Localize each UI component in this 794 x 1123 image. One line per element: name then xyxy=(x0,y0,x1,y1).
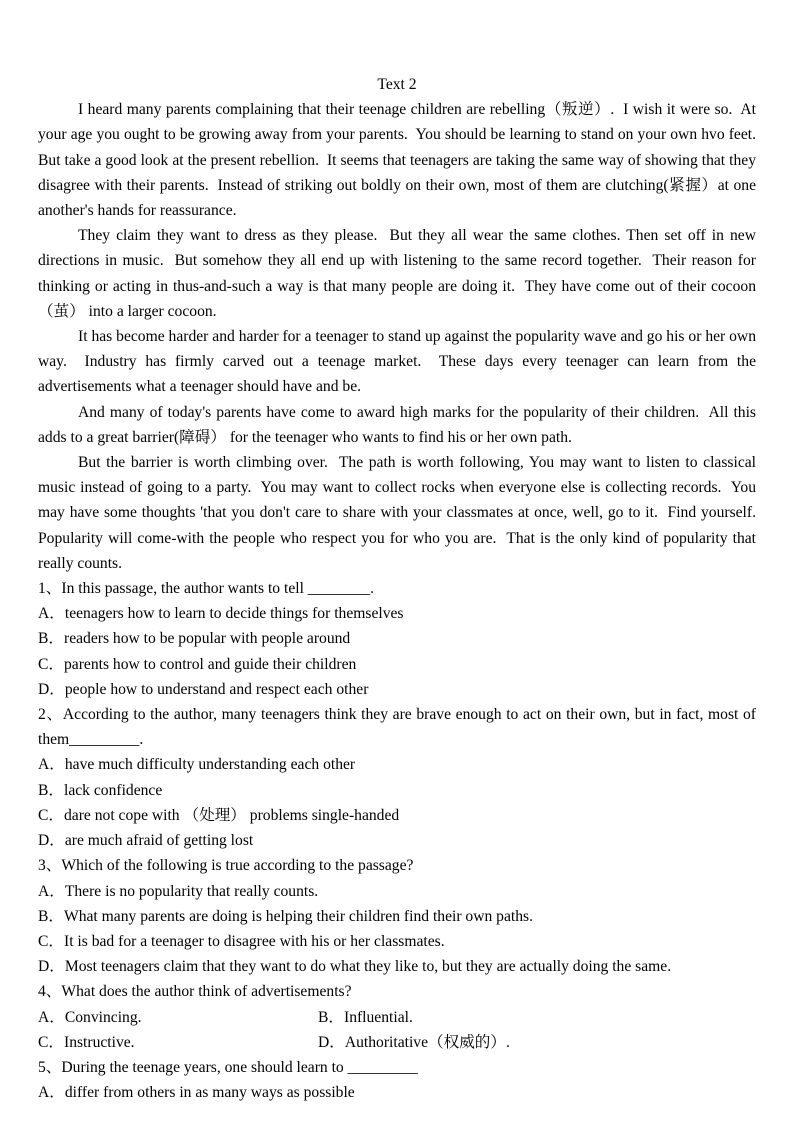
answer-option: C．It is bad for a teenager to disagree with his or her classmates. xyxy=(38,932,445,950)
answer-option: D．people how to understand and respect each other xyxy=(38,680,369,698)
answer-option: C．parents how to control and guide their children xyxy=(38,655,357,673)
answer-option: C．dare not cope with （处理） problems single-handed xyxy=(38,806,400,824)
question-stem: 2、According to the author, many teenagers think they are brave enough to act on their own, but in fact, most of them_________. xyxy=(38,706,760,749)
answer-option: A．have much difficulty understanding each other xyxy=(38,756,356,774)
passage-paragraph: I heard many parents complaining that their teenage children are rebelling（叛逆）. I wish it were so. At your age you ought to be growing away from your parents. You should be learning to stand on your own hvo feet. But take a good look at the present rebellion. It seems that teenagers are taking the same way of showing that they disagree with their parents. Instead of striking out boldly on their own, most of them are clutching(紧握）at one another's hands for reassurance. xyxy=(38,101,764,220)
answer-option: B．What many parents are doing is helping their children find their own paths. xyxy=(38,907,533,925)
question-stem: 4、What does the author think of advertisements? xyxy=(38,983,352,1001)
answer-option: D．Authoritative（权威的）. xyxy=(318,1033,510,1051)
answer-option: A．Convincing. xyxy=(38,1008,142,1026)
answer-option: A．differ from others in as many ways as possible xyxy=(38,1084,355,1102)
passage xyxy=(38,97,764,576)
answer-option: D．Most teenagers claim that they want to do what they like to, but they are actually doing the same. xyxy=(38,958,672,976)
answer-option: B．lack confidence xyxy=(38,781,163,799)
passage-paragraph: They claim they want to dress as they please. But they all wear the same clothes. Then set off in new directions in music. But somehow they all end up with listening to the same record together. Their reason for thinking or acting in thus-and-such a way is that many people are doing it. They have come out of their cocoon（茧） into a larger cocoon. xyxy=(38,227,760,320)
questions-section xyxy=(38,576,760,1105)
answer-options xyxy=(38,879,756,980)
answer-option: B．Influential. xyxy=(318,1008,413,1026)
answer-options xyxy=(38,1080,756,1105)
answer-option: A．teenagers how to learn to decide things for themselves xyxy=(38,605,404,623)
answer-option: C．Instructive. xyxy=(38,1033,135,1051)
answer-option: A．There is no popularity that really counts. xyxy=(38,882,319,900)
passage-paragraph: But the barrier is worth climbing over. The path is worth following, You may want to listen to classical music instead of going to a party. You may want to collect rocks when everyone else is collecting records. You may have some thoughts 'that you don't care to share with your classmates at once, well, go to it. Find yourself. Popularity will come-with the people who respect you for who you are. That is the only kind of popularity that really counts. xyxy=(38,454,764,572)
question-stem: 5、During the teenage years, one should learn to _________ xyxy=(38,1058,418,1076)
question-stem: 3、Which of the following is true according to the passage? xyxy=(38,857,414,875)
answer-options xyxy=(38,752,756,853)
answer-options xyxy=(38,1005,756,1055)
page-title: Text 2 xyxy=(377,76,417,93)
passage-paragraph: It has become harder and harder for a teenager to stand up against the popularity wave and go his or her own way. Industry has firmly carved out a teenage market. These days every teenager can learn from the advertisements what a teenager should have and be. xyxy=(38,328,760,396)
answer-option: B．readers how to be popular with people around xyxy=(38,630,351,648)
passage-paragraph: And many of today's parents have come to award high marks for the popularity of their children. All this adds to a great barrier(障碍） for the teenager who wants to find his or her own path. xyxy=(38,403,760,446)
answer-options xyxy=(38,601,756,702)
question-stem: 1、In this passage, the author wants to tell ________. xyxy=(38,580,375,598)
answer-option: D．are much afraid of getting lost xyxy=(38,832,254,850)
